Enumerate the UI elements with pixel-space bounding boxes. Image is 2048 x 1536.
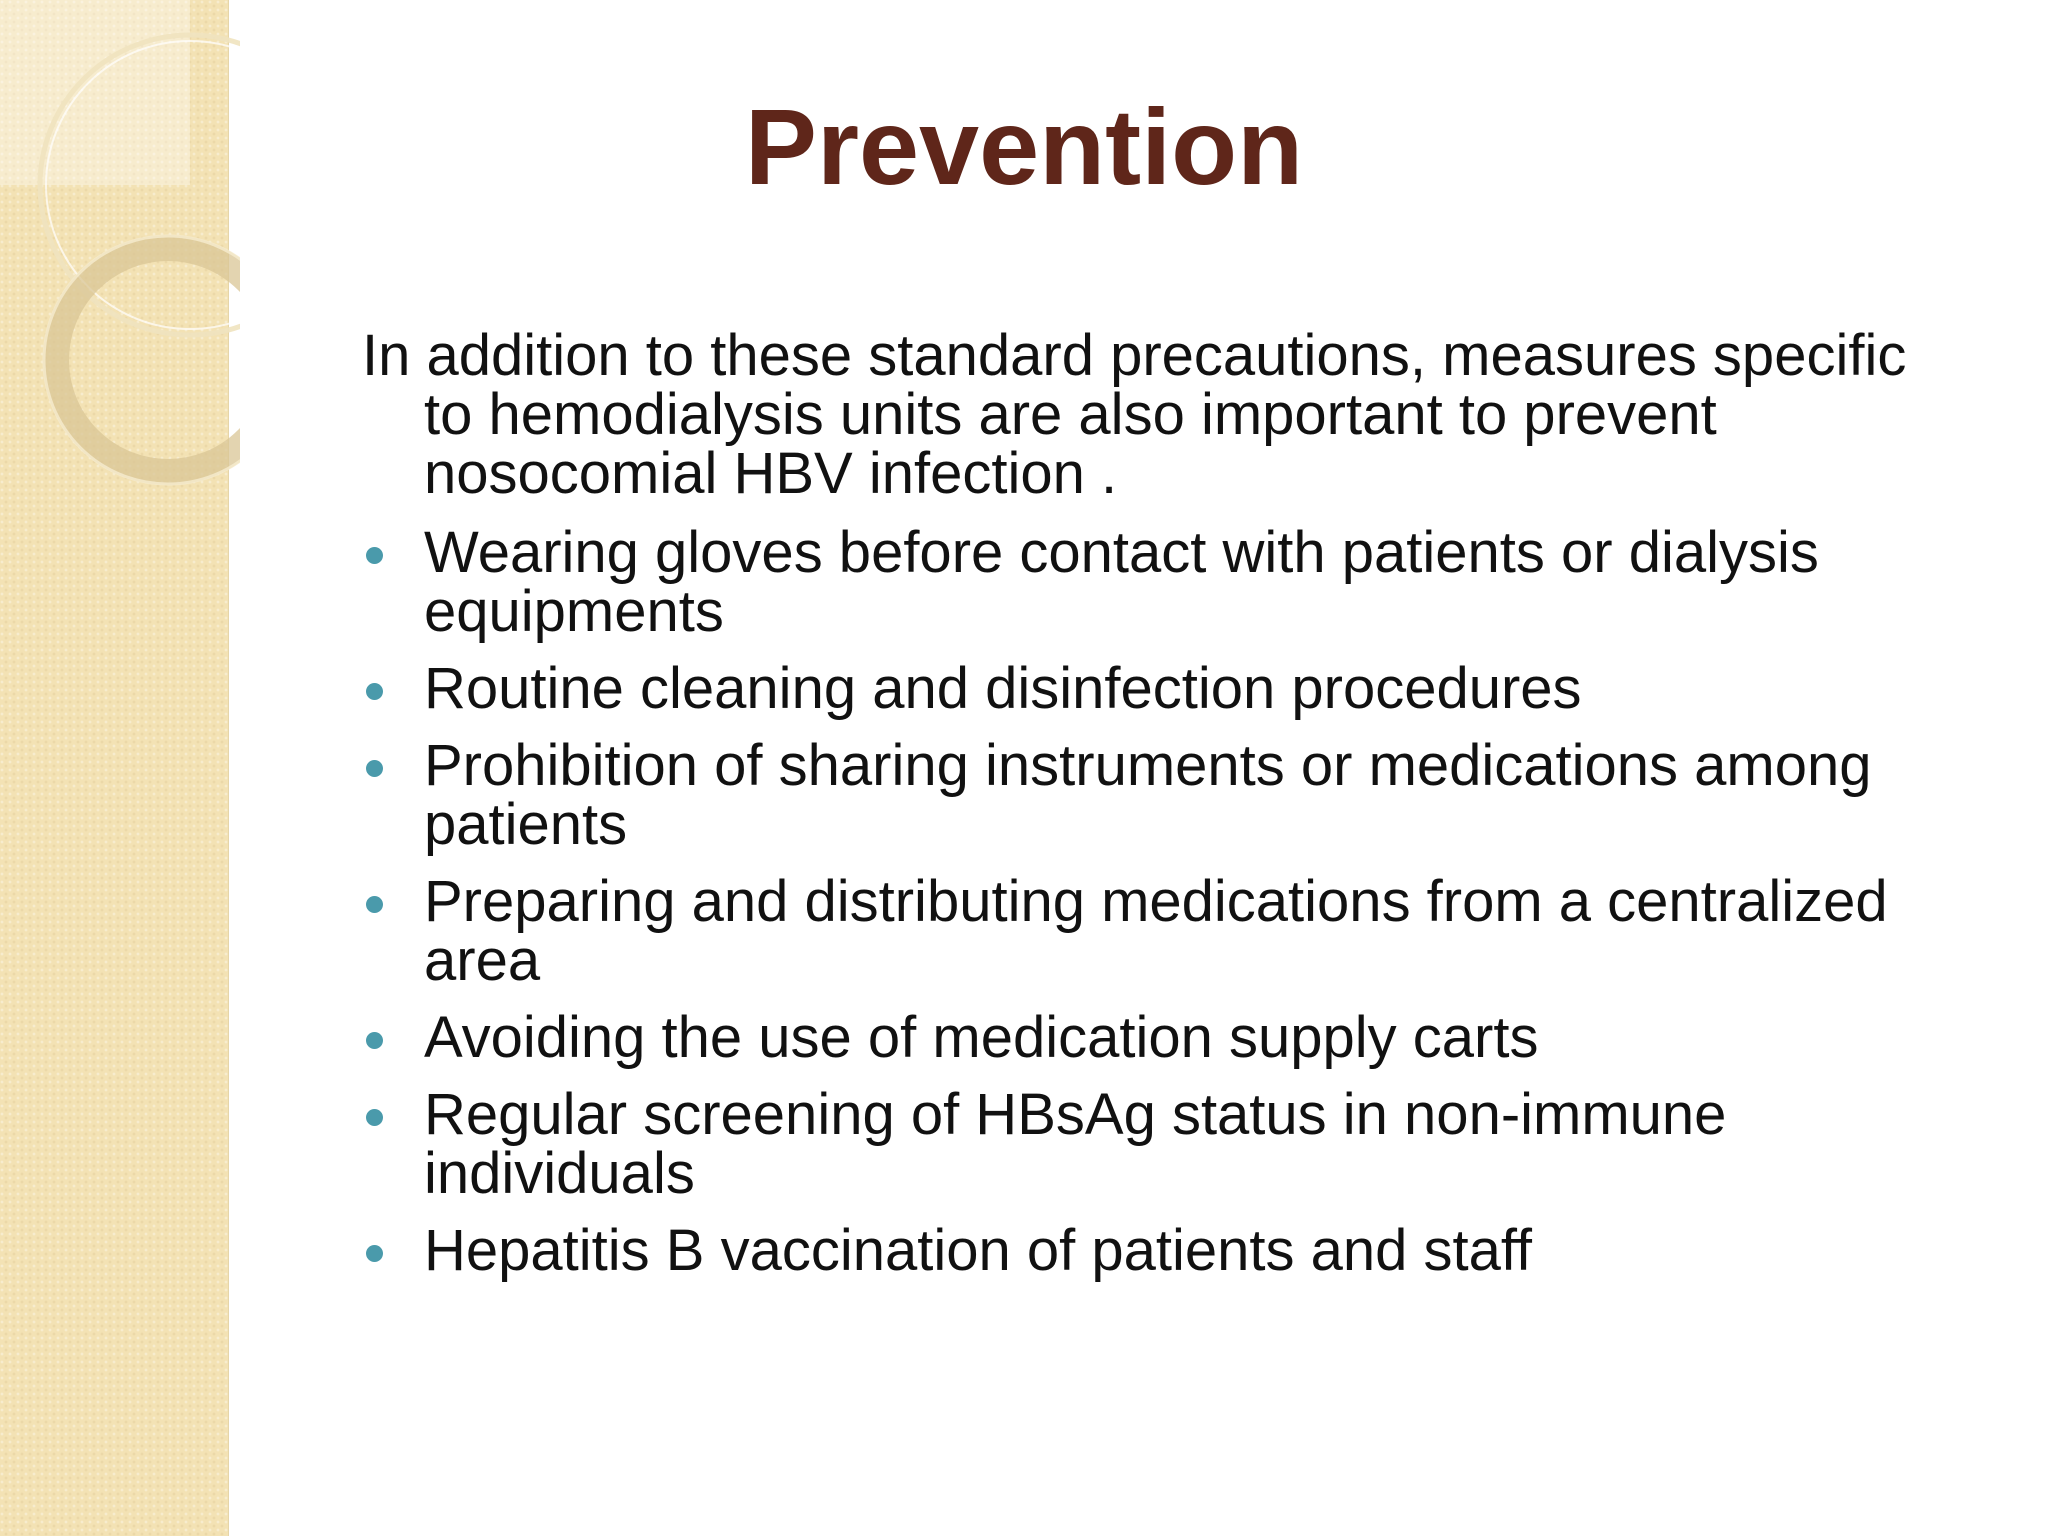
list-item — [362, 1005, 1942, 1070]
list-item-text: Prohibition of sharing instruments or medications among patients — [424, 733, 1872, 857]
list-item — [362, 1082, 1942, 1206]
list-item-text: Regular screening of HBsAg status in non-immune individuals — [424, 1082, 1727, 1206]
small-ring-highlight — [44, 236, 240, 484]
list-item-text: Wearing gloves before contact with patients or dialysis equipments — [424, 520, 1819, 644]
list-item-text: Routine cleaning and disinfection procedures — [424, 656, 1582, 721]
bullet-list — [362, 520, 1942, 1283]
bullet-icon — [366, 683, 383, 700]
bullet-icon — [366, 1109, 383, 1126]
small-ring — [56, 248, 240, 472]
list-item — [362, 733, 1942, 857]
intro-paragraph: In addition to these standard precautions, measures specific to hemodialysis units are also important to prevent nosocomial HBV infection . — [362, 323, 1907, 506]
list-item-text: Avoiding the use of medication supply carts — [424, 1005, 1539, 1070]
slide-body — [362, 323, 1942, 1298]
list-item — [362, 869, 1942, 993]
list-item-text: Preparing and distributing medications from a centralized area — [424, 869, 1888, 993]
list-item — [362, 656, 1942, 721]
list-item-text: Hepatitis B vaccination of patients and staff — [424, 1218, 1533, 1283]
bullet-icon — [366, 760, 383, 777]
list-item — [362, 520, 1942, 644]
bullet-icon — [366, 1245, 383, 1262]
slide-title: Prevention — [744, 86, 1304, 207]
decorative-rings — [0, 0, 240, 500]
bullet-icon — [366, 547, 383, 564]
list-item — [362, 1218, 1942, 1283]
bullet-icon — [366, 1032, 383, 1049]
bullet-icon — [366, 896, 383, 913]
